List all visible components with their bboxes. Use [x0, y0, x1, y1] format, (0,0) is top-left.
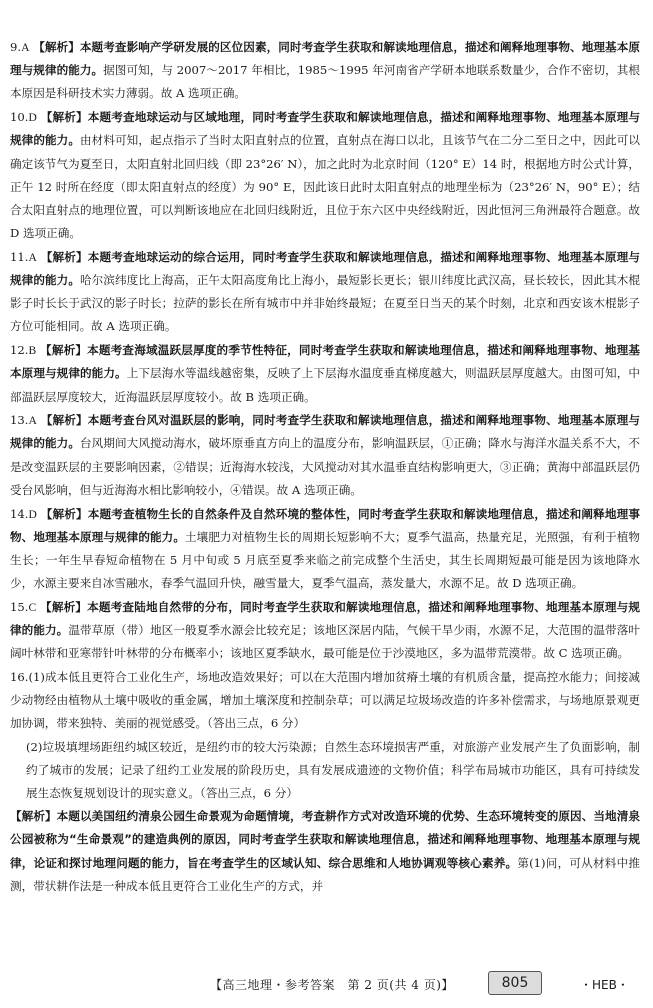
analysis-body: 温带草原（带）地区一般夏季水源会比较充足；该地区深居内陆，气候干旱少雨，水源不足，大范围的温带落叶阔叶林带和亚寒带针叶林带的分布概率小；该地区夏季缺水，最可能是位于沙漠地区，多为温带荒漠带。故 C 选项正确。	[10, 623, 640, 661]
answer-item-16-part2	[10, 736, 640, 806]
question-number: 13.	[10, 413, 29, 428]
answer-letter: D	[28, 507, 37, 521]
analysis-lead: 本题考查影响产学研发展的区位因素，同时考查学生获取和解读地理信息，描述和阐释地理事物、地理基本原理与规律的能力。	[10, 40, 640, 78]
analysis-body: 第(1)问，可从材料中推测，带状耕作法是一种成本低且更符合工业化生产的方式，并	[10, 855, 640, 893]
answer-item	[10, 409, 640, 502]
analysis-body: 据图可知，与 2007～2017 年相比，1985～1995 年河南省产学研本地联系数量少，合作不密切，其根本原因是科研技术实力薄弱。故 A 选项正确。	[10, 63, 640, 101]
analysis-body: 台风期间大风搅动海水，破坏原垂直方向上的温度分布，影响温跃层，①正确；降水与海洋水温关系不大，不是改变温跃层的主要影响因素，②错误；近海海水较浅，大风搅动对其水温垂直结构影响更大，③正确；黄海中部温跃层仍受台风影响，但与近海海水相比影响较小，④错误。故 A 选项正确。	[10, 436, 640, 497]
analysis-body: 土壤肥力对植物生长的周期长短影响不大；夏季气温高，热量充足，光照强，有利于植物生长；一年生早春短命植物在 5 月中旬或 5 月底至夏季来临之前完成整个生活史，其生长周期短最可能是因为该地降水少，水源主要来自冰雪融水，春季气温回升快，融雪量大，夏季气温高，蒸发量大，水源不足。故 D 选项正确。	[10, 529, 640, 591]
question-number: 14.	[10, 506, 29, 521]
answer-letter: B	[28, 344, 37, 358]
analysis-tag: 【解析】	[10, 809, 57, 824]
question-number: 12.	[10, 343, 29, 358]
analysis-tag: 【解析】	[40, 506, 88, 521]
answer-part-2: (2)垃圾填埋场距纽约城区较近，是纽约市的较大污染源；自然生态环境损害严重，对旅游产业发展产生了负面影响，制约了城市的发展；记录了纽约工业发展的阶段历史，具有发展成遗迹的文物价值；科学布局城市功能区，具有可持续发展生态恢复规划设计的现实意义。（答出三点，6 分）	[26, 739, 640, 800]
analysis-body: 由材料可知，起点指示了当时太阳直射点的位置，直射点在海口以北，且该节气在二分二至日之中，因此可以确定该节气为夏至日，太阳直射北回归线（即 23°26′ N），加之此时为北京时间（120° E）14 时，根据地方时公式计算，正午 12 时所在经度（即太阳直射点的经度）为 90° E，因此该日此时太阳直射点的地理坐标为（23°26′ N，90° E）；结合太阳直射点的地理位置，可以判断该地应在北回归线附近，且位于东六区中央经线附近，因此恒河三角洲最符合题意。故 D 选项正确。	[10, 133, 640, 241]
analysis-lead: 本题考查海域温跃层厚度的季节性特征，同时考查学生获取和解读地理信息，描述和阐释地理事物、地理基本原理与规律的能力。	[10, 343, 640, 381]
question-number: 15.	[10, 599, 29, 614]
analysis-tag: 【解析】	[40, 413, 88, 428]
analysis-tag: 【解析】	[40, 599, 88, 614]
question-number: 10.	[10, 110, 29, 125]
analysis-lead: 本题考查台风对温跃层的影响，同时考查学生获取和解读地理信息，描述和阐释地理事物、地理基本原理与规律的能力。	[10, 413, 640, 451]
analysis-tag: 【解析】	[40, 343, 88, 358]
answer-letter: D	[28, 111, 37, 125]
footer-code: ・HEB・	[580, 978, 629, 992]
answer-item	[10, 503, 640, 596]
analysis-lead: 本题考查地球运动的综合运用，同时考查学生获取和解读地理信息，描述和阐释地理事物、地理基本原理与规律的能力。	[10, 249, 640, 288]
analysis-tag: 【解析】	[40, 249, 88, 264]
answer-letter: A	[28, 414, 37, 428]
analysis-body: 上下层海水等温线越密集，反映了上下层海水温度垂直梯度越大，则温跃层厚度越大。由图可知，中部温跃层厚度较大，近海温跃层厚度较小。故 B 选项正确。	[10, 366, 640, 404]
analysis-lead: 本题考查植物生长的自然条件及自然环境的整体性，同时考查学生获取和解读地理信息，描述和阐释地理事物、地理基本原理与规律的能力。	[10, 506, 640, 544]
question-number: 16.	[10, 669, 29, 684]
answer-item-16-analysis	[10, 805, 640, 898]
analysis-lead: 本题以美国纽约清泉公园生命景观为命题情境，考查耕作方式对改造环境的优势、生态环境转变的原因、当地清泉公园被称为“生命景观”的建造典例的原因，同时考查学生获取和解读地理信息，描述和阐释地理事物、地理基本原理与规律，论证和探讨地理问题的能力，旨在考查学生的区域认知、综合思维和人地协调观等核心素养。	[10, 809, 640, 870]
answer-letter: A	[21, 41, 30, 54]
question-number: 11.	[10, 249, 29, 264]
footer-text: 【高三地理・参考答案 第 2 页(共 4 页)】	[210, 978, 454, 992]
answer-item	[10, 36, 640, 106]
answer-item-16-part1	[10, 666, 640, 736]
answer-item	[10, 339, 640, 409]
answer-content	[10, 36, 640, 898]
answer-item	[10, 596, 640, 666]
analysis-tag: 【解析】	[33, 40, 80, 54]
answer-item	[10, 106, 640, 245]
analysis-tag: 【解析】	[40, 110, 88, 125]
answer-letter: A	[28, 250, 37, 264]
page-number-box: 805	[488, 971, 542, 995]
analysis-body: 哈尔滨纬度比上海高，正午太阳高度角比上海小，最短影长更长；银川纬度比武汉高，昼长较长，因此其木棍影子时长长于武汉的影子时长；拉萨的影长在所有城市中并非始终最短；在夏至日当天的某个时刻，北京和西安该木棍影子方位可能相同。故 A 选项正确。	[10, 273, 640, 334]
analysis-lead: 本题考查地球运动与区域地理，同时考查学生获取和解读地理信息，描述和阐释地理事物、地理基本原理与规律的能力。	[10, 110, 640, 148]
question-number: 9.	[10, 40, 22, 54]
answer-letter: C	[28, 600, 37, 614]
answer-item	[10, 246, 640, 339]
page-footer	[0, 970, 653, 1000]
analysis-lead: 本题考查陆地自然带的分布，同时考查学生获取和解读地理信息，描述和阐释地理事物、地理基本原理与规律的能力。	[10, 599, 640, 638]
answer-part-1: (1)成本低且更符合工业化生产，场地改造效果好；可以在大范围内增加贫瘠土壤的有机质含量，提高控水能力；间接减少动物经由植物从土壤中吸收的重金属，增加土壤深度和控制杂草；可以满足垃圾场改造的许多补偿需求，与场地原景观更加协调，带来独特、美丽的视觉感受。（答出三点，6 分）	[10, 669, 640, 731]
